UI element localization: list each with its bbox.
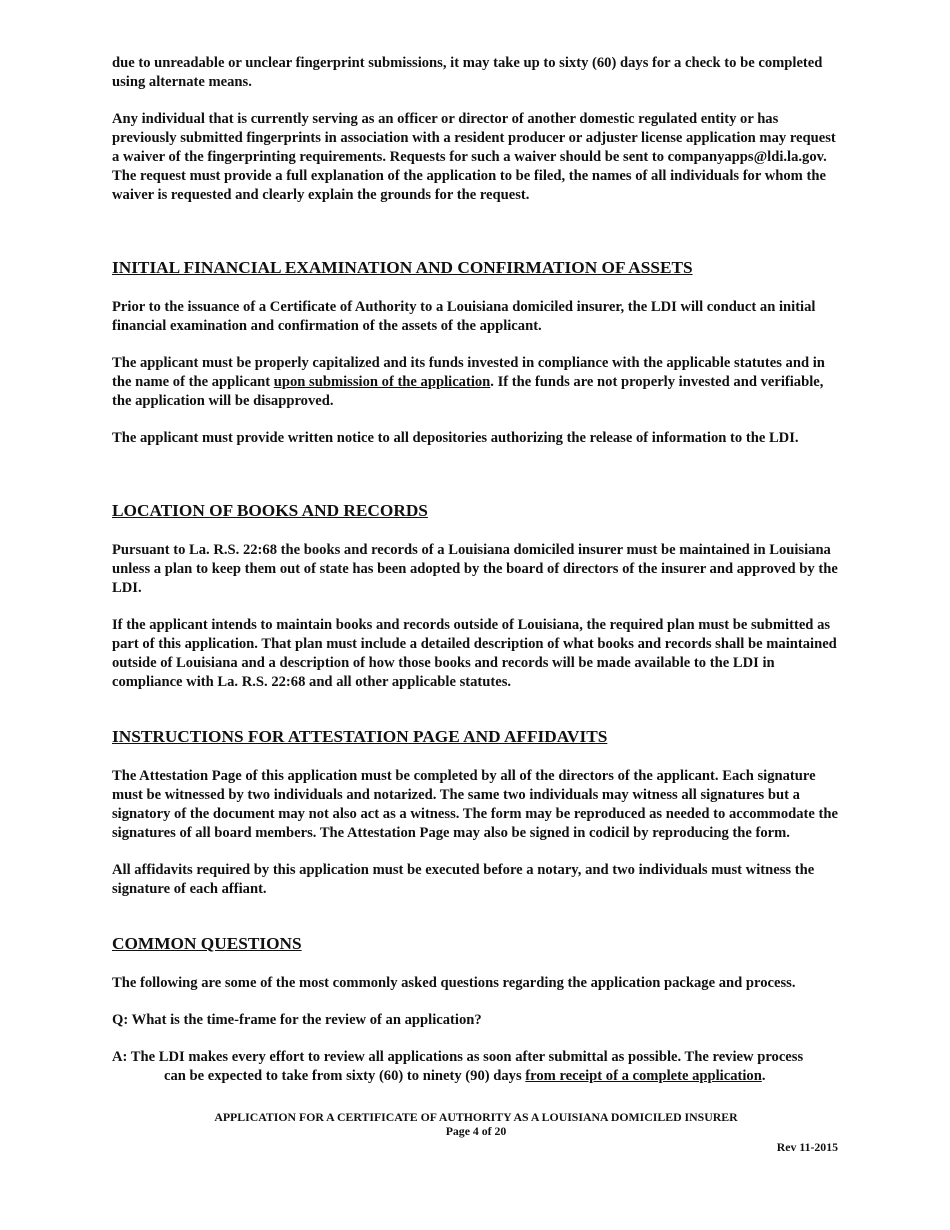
section-heading-attestation: INSTRUCTIONS FOR ATTESTATION PAGE AND AFFIDAVITS [112, 727, 608, 746]
document-body [112, 54, 840, 1086]
questions-intro-paragraph: The following are some of the most commonly asked questions regarding the application package and process. [112, 975, 796, 991]
page-footer [112, 1110, 840, 1138]
answer-1-text-after: . [761, 1068, 766, 1084]
attestation-paragraph-1: The Attestation Page of this application must be completed by all of the directors of the applicant. Each signature must be witnessed by two individuals and notarized. The same two individuals may witness all signatures but a signatory of the document may not also act as a witness. The form may be reproduced as needed to accommodate the signatures of all board members. The Attestation Page may also be signed in codicil by reproducing the form. [112, 768, 838, 841]
section-heading-books-records: LOCATION OF BOOKS AND RECORDS [112, 501, 428, 520]
answer-1-line-2 [112, 1067, 840, 1086]
footer-page-number: Page 4 of 20 [445, 1124, 507, 1138]
answer-1-text-before: can be expected to take from sixty (60) to ninety (90) days [164, 1068, 526, 1084]
financial-paragraph-3: The applicant must provide written notice to all depositories authorizing the release of information to the LDI. [112, 430, 799, 446]
financial-paragraph-2 [112, 354, 840, 411]
financial-paragraph-1: Prior to the issuance of a Certificate of Authority to a Louisiana domiciled insurer, the LDI will conduct an initial financial examination and confirmation of the assets of the applicant. [112, 299, 816, 334]
financial-p2-text-before: The applicant must be properly capitalized and its funds invested in compliance with the applicable statutes and in the name of the applicant [112, 355, 825, 390]
section-heading-common-questions: COMMON QUESTIONS [112, 934, 302, 953]
attestation-paragraph-2: All affidavits required by this application must be executed before a notary, and two individuals must witness the signature of each affiant. [112, 862, 815, 897]
answer-1-underlined-text: from receipt of a complete application [525, 1068, 762, 1084]
financial-p2-underlined-text: upon submission of the application [273, 374, 491, 390]
footer-document-title: APPLICATION FOR A CERTIFICATE OF AUTHORITY AS A LOUISIANA DOMICILED INSURER [214, 1110, 738, 1124]
intro-paragraph-waiver: Any individual that is currently serving as an officer or director of another domestic regulated entity or has previously submitted fingerprints in association with a resident producer or adjuster license application may request a waiver of the fingerprinting requirements. Requests for such a waiver should be sent to companyapps@ldi.la.gov. The request must provide a full explanation of the application to be filed, the names of all individuals for whom the waiver is requested and clearly explain the grounds for the request. [112, 111, 836, 203]
financial-p2-text-after: . If the funds are not properly invested and verifiable, the application will be disapproved. [112, 374, 824, 409]
section-heading-financial-examination: INITIAL FINANCIAL EXAMINATION AND CONFIRMATION OF ASSETS [112, 258, 693, 277]
intro-paragraph-fingerprint-check: due to unreadable or unclear fingerprint submissions, it may take up to sixty (60) days for a check to be completed using alternate means. [112, 55, 823, 90]
books-paragraph-1: Pursuant to La. R.S. 22:68 the books and records of a Louisiana domiciled insurer must be maintained in Louisiana unless a plan to keep them out of state has been adopted by the board of directors of the insurer and approved by the LDI. [112, 542, 838, 596]
books-paragraph-2: If the applicant intends to maintain books and records outside of Louisiana, the required plan must be submitted as part of this application. That plan must include a detailed description of what books and records shall be maintained outside of Louisiana and a description of how those books and records will be made available to the LDI in compliance with La. R.S. 22:68 and all other applicable statutes. [112, 617, 837, 690]
answer-1 [112, 1048, 840, 1086]
question-1: Q: What is the time-frame for the review of an application? [112, 1012, 482, 1028]
footer-revision: Rev 11-2015 [776, 1140, 838, 1154]
answer-1-line-1: A: The LDI makes every effort to review all applications as soon after submittal as possible. The review process [112, 1049, 804, 1065]
